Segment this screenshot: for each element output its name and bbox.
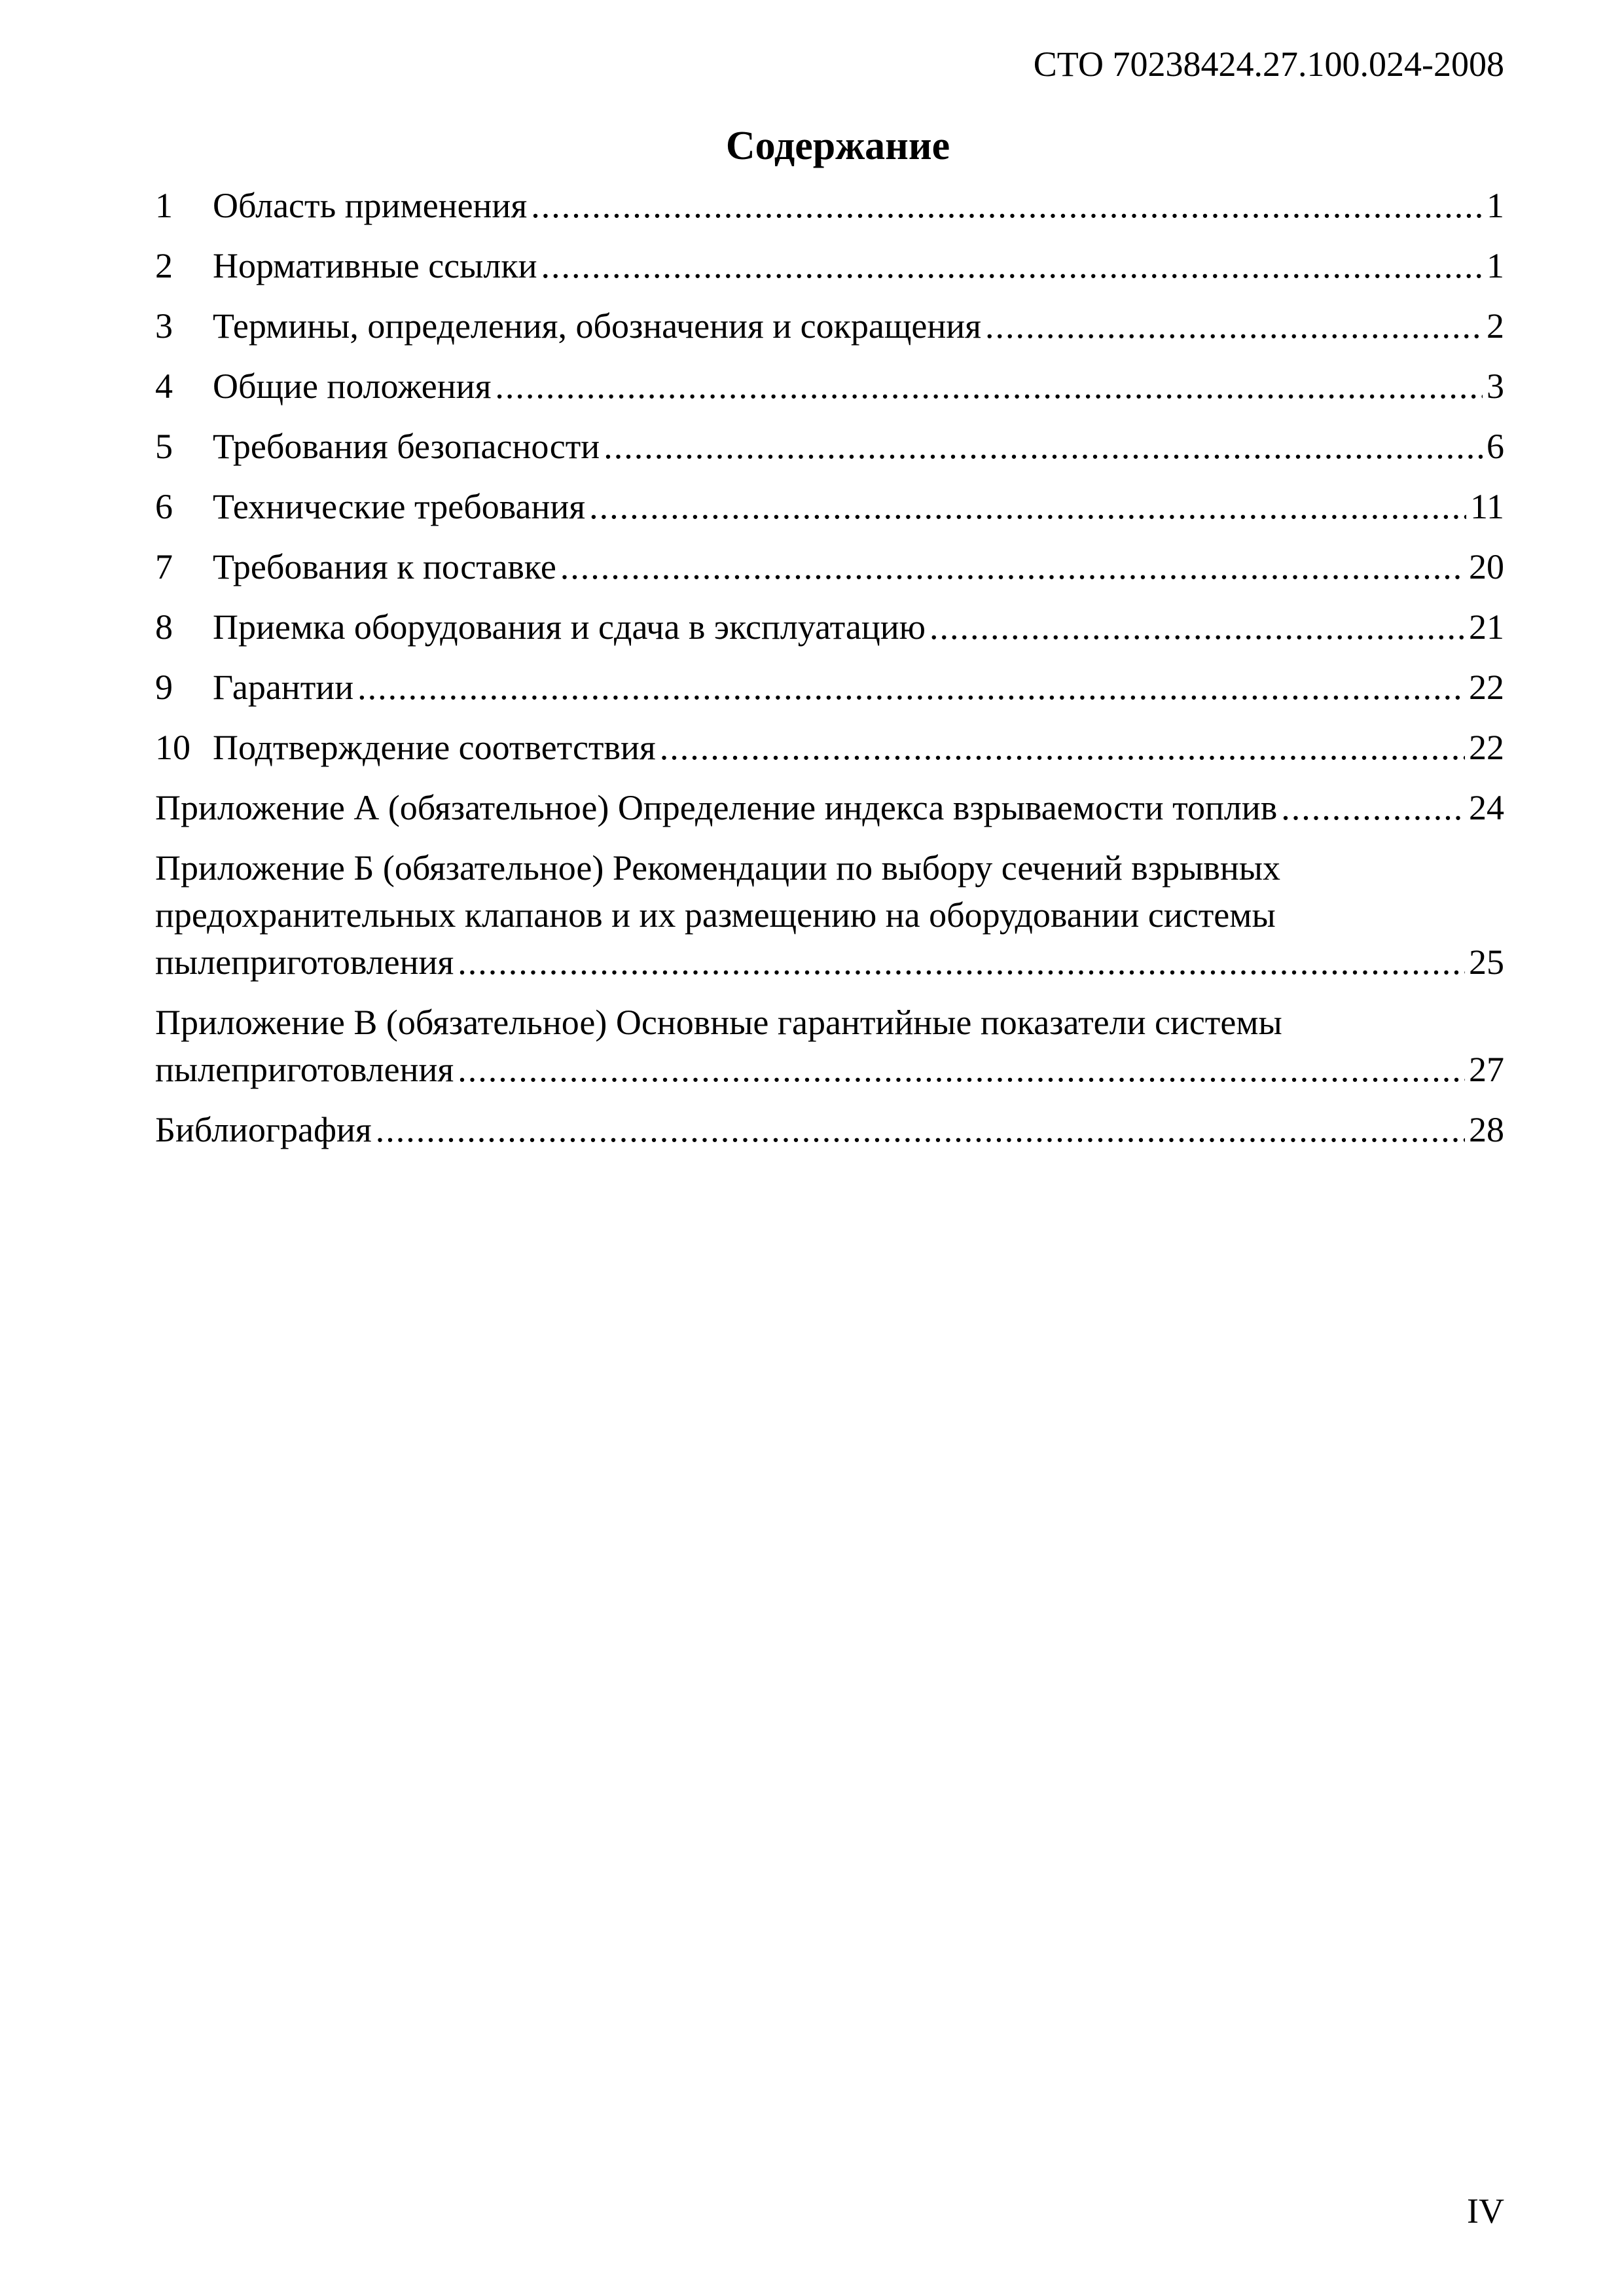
toc-entry-text: Термины, определения, обозначения и сокращения — [213, 306, 981, 346]
table-of-contents — [155, 175, 1504, 1160]
dot-leader — [495, 356, 1483, 416]
toc-entry[interactable] — [155, 175, 1504, 236]
toc-entry-page: 22 — [1469, 728, 1504, 767]
toc-entry-text: Технические требования — [213, 487, 586, 526]
toc-entry-text: Подтверждение соответствия — [213, 728, 656, 767]
dot-leader — [458, 1046, 1465, 1093]
toc-entry-text: Область применения — [213, 186, 528, 225]
toc-entry-number: 5 — [155, 427, 173, 466]
toc-entry-number: 6 — [155, 487, 173, 526]
toc-entry-page: 6 — [1487, 427, 1504, 466]
toc-entry[interactable] — [155, 778, 1504, 838]
dot-leader — [660, 717, 1465, 778]
dot-leader — [458, 939, 1465, 986]
toc-entry-page: 28 — [1469, 1110, 1504, 1149]
toc-entry-text: Общие положения — [213, 367, 492, 406]
toc-entry-page: 22 — [1469, 668, 1504, 707]
toc-entry-text: пылеприготовления — [155, 942, 454, 982]
toc-entry-text: Приемка оборудования и сдача в эксплуатацию — [213, 607, 926, 647]
toc-entry-number: 7 — [155, 547, 173, 586]
toc-entry[interactable] — [155, 717, 1504, 778]
dot-leader — [1281, 778, 1465, 838]
toc-entry-page: 1 — [1487, 246, 1504, 285]
toc-entry[interactable] — [155, 537, 1504, 597]
dot-leader — [604, 416, 1483, 476]
toc-entry-number: 8 — [155, 607, 173, 647]
toc-entry-text: Приложение В (обязательное) Основные гарантийные показатели системы — [155, 1003, 1282, 1042]
dot-leader — [531, 175, 1483, 236]
dot-leader — [589, 476, 1466, 537]
toc-entry-text: Приложение Б (обязательное) Рекомендации по выбору сечений взрывных — [155, 848, 1281, 888]
toc-entry-text: Библиография — [155, 1110, 372, 1149]
toc-entry-number: 10 — [155, 728, 190, 767]
toc-entry-text: Гарантии — [213, 668, 354, 707]
toc-entry-page: 3 — [1487, 367, 1504, 406]
toc-entry-text: пылеприготовления — [155, 1050, 454, 1089]
toc-entry-text: Нормативные ссылки — [213, 246, 537, 285]
toc-entry-page: 11 — [1470, 487, 1504, 526]
toc-entry[interactable] — [155, 1100, 1504, 1160]
toc-entry-number: 4 — [155, 367, 173, 406]
toc-entry[interactable] — [155, 416, 1504, 476]
toc-entry[interactable] — [155, 296, 1504, 356]
toc-entry[interactable] — [155, 992, 1504, 1100]
toc-entry-text: Требования безопасности — [213, 427, 600, 466]
toc-entry-page: 24 — [1469, 788, 1504, 827]
dot-leader — [929, 597, 1465, 657]
dot-leader — [357, 657, 1465, 717]
toc-entry-page: 21 — [1469, 607, 1504, 647]
dot-leader — [376, 1100, 1465, 1160]
toc-entry-page: 25 — [1469, 942, 1504, 982]
toc-entry-text: Требования к поставке — [213, 547, 556, 586]
toc-entry-page: 27 — [1469, 1050, 1504, 1089]
toc-entry-number: 3 — [155, 306, 173, 346]
toc-entry[interactable] — [155, 838, 1504, 992]
toc-entry-number: 9 — [155, 668, 173, 707]
document-code: СТО 70238424.27.100.024-2008 — [1033, 45, 1504, 84]
toc-entry[interactable] — [155, 657, 1504, 717]
toc-entry-page: 1 — [1487, 186, 1504, 225]
toc-entry[interactable] — [155, 597, 1504, 657]
dot-leader — [985, 296, 1483, 356]
toc-entry-number: 1 — [155, 186, 173, 225]
dot-leader — [560, 537, 1465, 597]
dot-leader — [541, 236, 1483, 296]
toc-entry-page: 20 — [1469, 547, 1504, 586]
toc-entry[interactable] — [155, 236, 1504, 296]
toc-title: Содержание — [725, 124, 950, 168]
toc-entry[interactable] — [155, 356, 1504, 416]
page-number: IV — [1467, 2191, 1504, 2231]
toc-entry-number: 2 — [155, 246, 173, 285]
toc-entry-text: предохранительных клапанов и их размещению на оборудовании системы — [155, 895, 1276, 935]
toc-entry[interactable] — [155, 476, 1504, 537]
toc-entry-text: Приложение А (обязательное) Определение индекса взрываемости топлив — [155, 788, 1278, 827]
toc-entry-page: 2 — [1487, 306, 1504, 346]
